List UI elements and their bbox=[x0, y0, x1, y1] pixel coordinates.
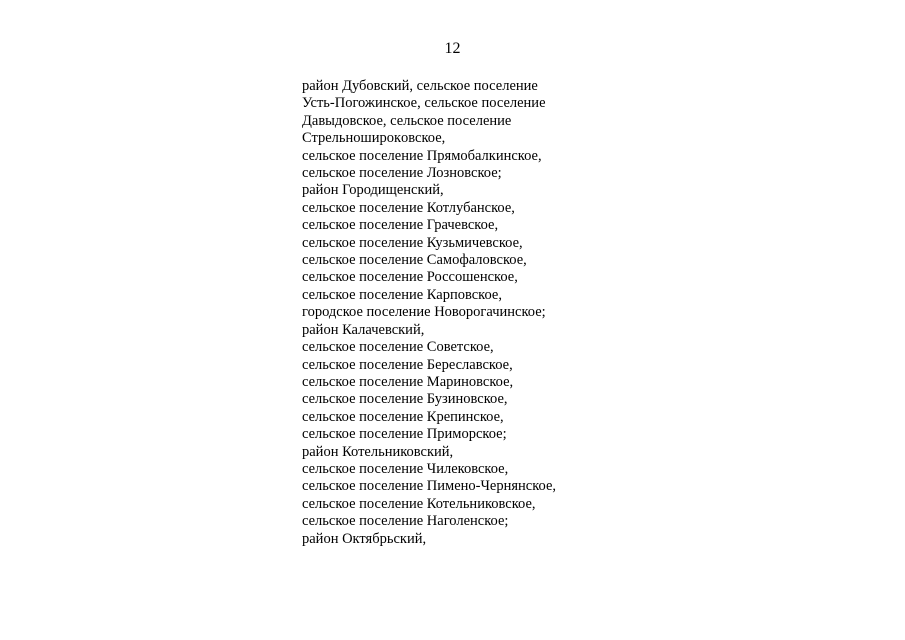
document-line: городское поселение Новорогачинское; bbox=[302, 304, 546, 321]
document-line: сельское поселение Мариновское, bbox=[302, 373, 514, 390]
document-body bbox=[302, 78, 556, 548]
document-line: сельское поселение Котлубанское, bbox=[302, 199, 515, 216]
document-line: Усть-Погожинское, сельское поселение bbox=[302, 95, 546, 112]
document-line: сельское поселение Россошенское, bbox=[302, 269, 518, 286]
document-line: сельское поселение Пимено-Чернянское, bbox=[302, 478, 557, 495]
document-line: район Котельниковский, bbox=[302, 443, 454, 460]
document-line: сельское поселение Береславское, bbox=[302, 356, 513, 373]
document-line: сельское поселение Чилековское, bbox=[302, 460, 509, 477]
document-line: сельское поселение Приморское; bbox=[302, 426, 507, 443]
document-line: район Калачевский, bbox=[302, 321, 425, 338]
document-line: сельское поселение Грачевское, bbox=[302, 217, 499, 234]
document-line: сельское поселение Бузиновское, bbox=[302, 391, 508, 408]
document-line: сельское поселение Наголенское; bbox=[302, 513, 509, 530]
document-line: сельское поселение Карповское, bbox=[302, 286, 502, 303]
document-line: район Октябрьский, bbox=[302, 530, 427, 547]
document-line: район Дубовский, сельское поселение bbox=[302, 78, 538, 94]
document-line: район Городищенский, bbox=[302, 182, 444, 199]
document-line: сельское поселение Котельниковское, bbox=[302, 495, 536, 512]
document-line: сельское поселение Лозновское; bbox=[302, 165, 502, 182]
page-number: 12 bbox=[444, 40, 461, 57]
document-line: Давыдовское, сельское поселение bbox=[302, 112, 512, 129]
document-line: сельское поселение Прямобалкинское, bbox=[302, 147, 542, 164]
document-line: сельское поселение Самофаловское, bbox=[302, 252, 527, 269]
document-line: сельское поселение Крепинское, bbox=[302, 408, 504, 425]
document-line: сельское поселение Кузьмичевское, bbox=[302, 234, 523, 251]
document-line: Стрельноширокoвское, bbox=[302, 130, 446, 147]
document-line: сельское поселение Советское, bbox=[302, 339, 494, 356]
